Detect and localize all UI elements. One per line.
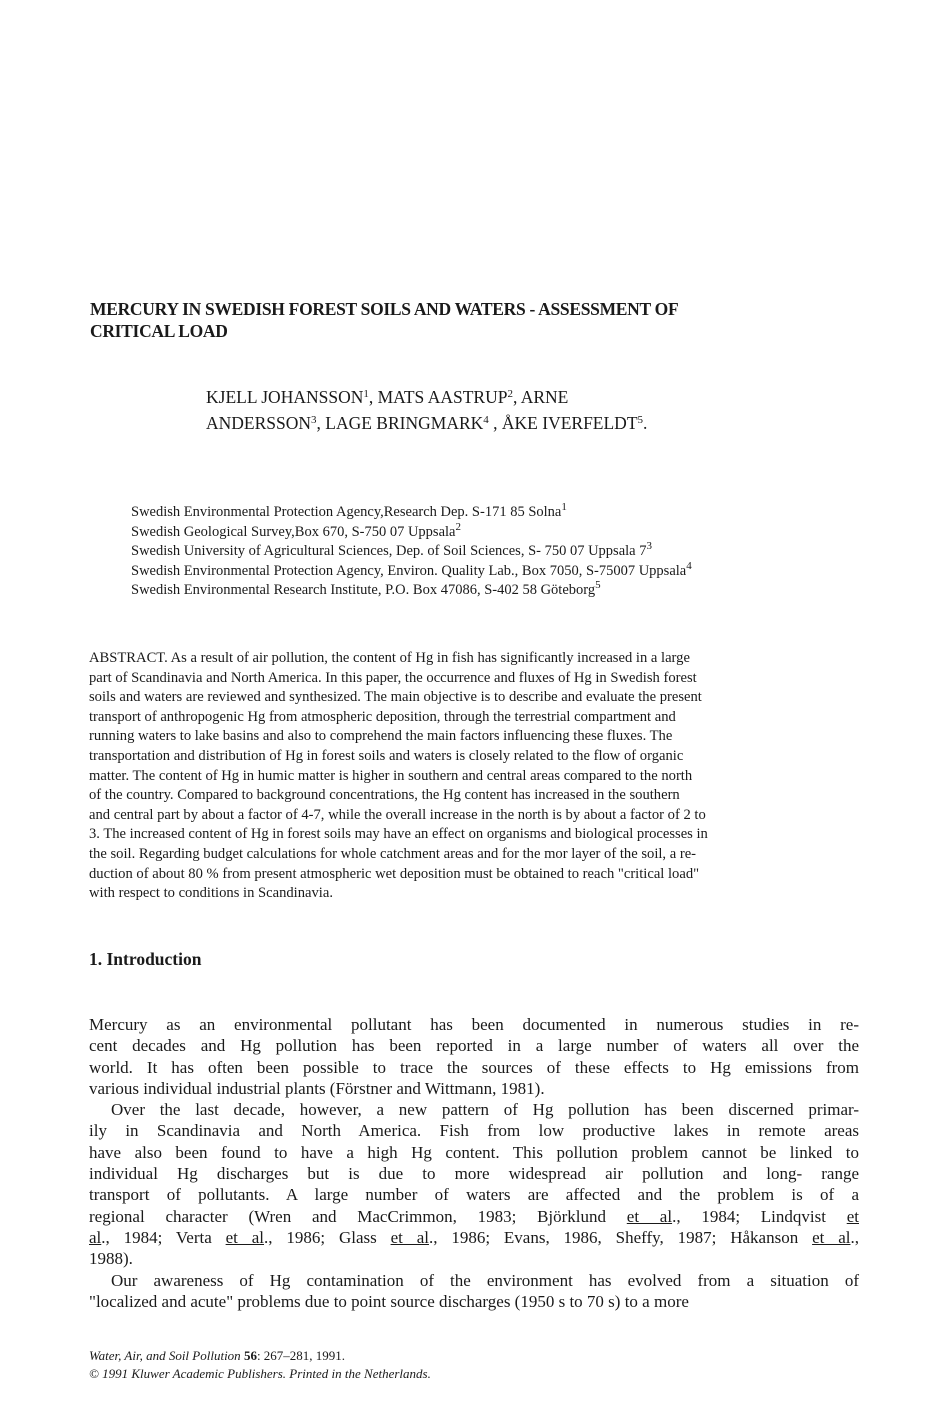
body-line: transport of pollutants. A large number of waters are affected and the problem is of a bbox=[89, 1185, 859, 1205]
body-line: Our awareness of Hg contamination of the environment has evolved from a situation of bbox=[111, 1270, 859, 1290]
body-line: Over the last decade, however, a new pattern of Hg pollution has been discerned primar- bbox=[111, 1100, 859, 1120]
affiliation-marker: 5 bbox=[595, 579, 601, 592]
body-line: 1988). bbox=[89, 1249, 133, 1269]
affiliation-marker: 4 bbox=[686, 559, 692, 572]
body-line: various individual industrial plants (Förstner and Wittmann, 1981). bbox=[89, 1078, 545, 1098]
abstract-line: running waters to lake basins and also to comprehend the main factors influencing these fluxes. The bbox=[89, 728, 673, 745]
abstract-line: transport of anthropogenic Hg from atmospheric deposition, through the terrestrial compartment and bbox=[89, 708, 676, 725]
abstract-line: ABSTRACT. As a result of air pollution, the content of Hg in fish has significantly increased in a large bbox=[89, 650, 690, 666]
abstract-line: and central part by about a factor of 4-7, while the overall increase in the north is by about a factor of 2 to bbox=[89, 806, 706, 823]
affiliation-marker: 1 bbox=[363, 388, 369, 400]
affiliations bbox=[131, 503, 692, 601]
affiliation-marker: 4 bbox=[483, 414, 489, 426]
affiliation-text: Swedish Geological Survey,Box 670, S-750 07 Uppsala bbox=[131, 523, 456, 540]
copyright-line: © 1991 Kluwer Academic Publishers. Printed in the Netherlands. bbox=[89, 1366, 431, 1381]
affiliation bbox=[131, 520, 692, 543]
affiliation-marker: 2 bbox=[507, 388, 513, 400]
volume: 56 bbox=[243, 1348, 257, 1363]
paper-title bbox=[90, 298, 678, 342]
body-line: al., 1984; Verta et al., 1986; Glass et al., 1986; Evans, 1986, Sheffy, 1987; Håkanson et al., bbox=[89, 1227, 859, 1247]
affiliation bbox=[131, 581, 692, 601]
title-line: CRITICAL LOAD bbox=[90, 321, 228, 341]
author-name: , ÅKE IVERFELDT bbox=[488, 413, 638, 433]
affiliation bbox=[131, 559, 692, 582]
footer bbox=[89, 1347, 431, 1383]
abstract-line: of the country. Compared to background concentrations, the Hg content has increased in the southern bbox=[89, 787, 680, 804]
body-line: individual Hg discharges but is due to more widespread air pollution and long- range bbox=[89, 1164, 859, 1184]
affiliation-marker: 1 bbox=[561, 501, 567, 513]
citation-line bbox=[89, 1347, 431, 1365]
abstract-line: transportation and distribution of Hg in forest soils and waters is closely related to the flow of organic bbox=[89, 747, 684, 764]
affiliation-text: Swedish Environmental Research Institute, P.O. Box 47086, S-402 58 Göteborg bbox=[131, 582, 596, 599]
affiliation-marker: 2 bbox=[455, 520, 461, 533]
body-line: world. It has often been possible to trace the sources of these effects to Hg emissions from bbox=[89, 1057, 859, 1077]
abstract-line: matter. The content of Hg in humic matter is higher in southern and central areas compared to the north bbox=[89, 767, 693, 784]
affiliation-text: Swedish University of Agricultural Sciences, Dep. of Soil Sciences, S- 750 07 Uppsala 7 bbox=[131, 543, 647, 560]
abstract-line: part of Scandinavia and North America. In this paper, the occurrence and fluxes of Hg in Swedish forest bbox=[89, 669, 697, 686]
body-line: Mercury as an environmental pollutant has been documented in numerous studies in re- bbox=[89, 1015, 859, 1034]
abstract bbox=[89, 649, 869, 904]
title-line: MERCURY IN SWEDISH FOREST SOILS AND WATERS - ASSESSMENT OF bbox=[90, 299, 679, 319]
abstract-line: with respect to conditions in Scandinavia. bbox=[89, 885, 333, 902]
body-line: regional character (Wren and MacCrimmon, 1983; Björklund et al., 1984; Lindqvist et bbox=[89, 1206, 859, 1226]
author-line bbox=[206, 410, 647, 436]
abstract-line: duction of about 80 % from present atmospheric wet deposition must be obtained to reach "critical load" bbox=[89, 865, 700, 882]
author-name: , ARNE bbox=[512, 387, 569, 407]
journal-name: Water, Air, and Soil Pollution bbox=[89, 1348, 241, 1363]
affiliation bbox=[131, 503, 692, 523]
affiliation bbox=[131, 542, 692, 562]
body-line: ily in Scandinavia and North America. Fish from low productive lakes in remote areas bbox=[89, 1121, 859, 1141]
section-heading: 1. Introduction bbox=[89, 949, 202, 969]
author-list bbox=[206, 384, 647, 436]
body-line: "localized and acute" problems due to point source discharges (1950 s to 70 s) to a more bbox=[89, 1291, 689, 1311]
body-line: cent decades and Hg pollution has been reported in a large number of waters all over the bbox=[89, 1036, 859, 1056]
body-text bbox=[89, 1014, 859, 1312]
abstract-line: soils and waters are reviewed and synthesized. The main objective is to describe and evaluate the present bbox=[89, 689, 702, 706]
affiliation-marker: 3 bbox=[311, 414, 317, 426]
affiliation-marker: 3 bbox=[646, 540, 652, 553]
abstract-line: the soil. Regarding budget calculations for whole catchment areas and for the mor layer of the soil, a re- bbox=[89, 845, 697, 862]
author-name: , MATS AASTRUP bbox=[368, 387, 508, 407]
author-line bbox=[206, 384, 647, 410]
author-punct: . bbox=[643, 413, 648, 433]
author-name: KJELL JOHANSSON bbox=[206, 387, 364, 407]
author-name: ANDERSSON bbox=[206, 413, 312, 433]
affiliation-marker: 5 bbox=[637, 414, 644, 426]
pages: : 267–281, 1991. bbox=[256, 1348, 346, 1363]
affiliation-text: Swedish Environmental Protection Agency,Research Dep. S-171 85 Solna bbox=[131, 504, 562, 520]
abstract-line: 3. The increased content of Hg in forest soils may have an effect on organisms and biological processes in bbox=[89, 826, 708, 843]
affiliation-text: Swedish Environmental Protection Agency, Environ. Quality Lab., Box 7050, S-75007 Uppsala bbox=[131, 562, 687, 579]
author-name: , LAGE BRINGMARK bbox=[316, 413, 484, 433]
body-line: have also been found to have a high Hg content. This pollution problem cannot be linked to bbox=[89, 1142, 859, 1162]
